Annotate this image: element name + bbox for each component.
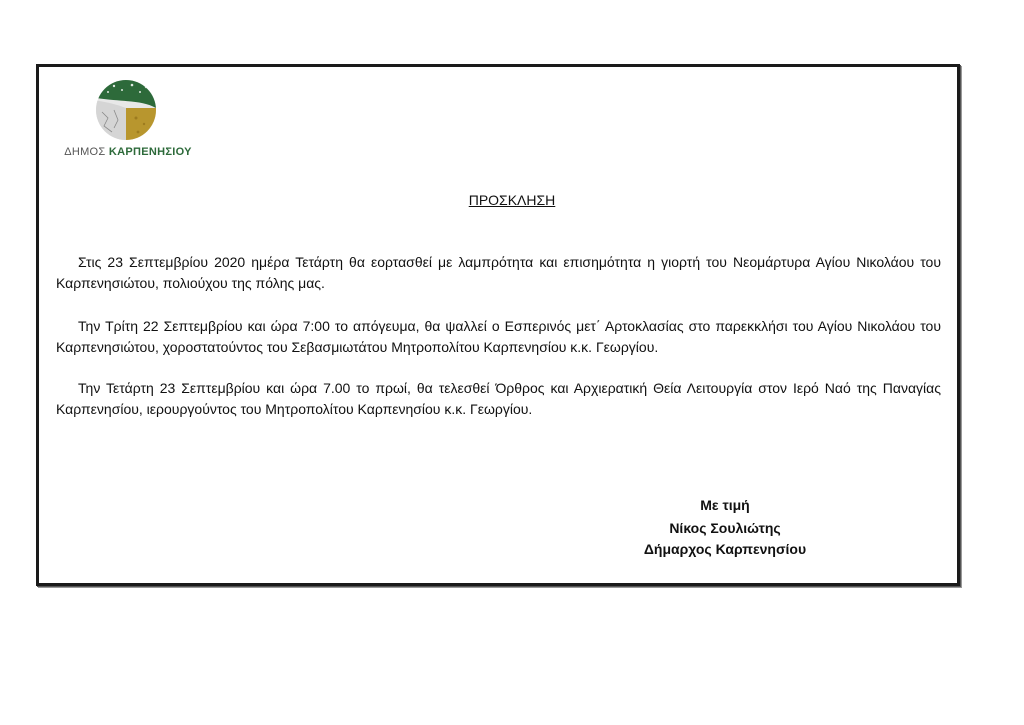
signature-role: Δήμαρχος Καρπενησίου (643, 541, 807, 557)
paragraph-3: Την Τετάρτη 23 Σεπτεμβρίου και ώρα 7.00 το πρωί, θα τελεσθεί Όρθρος και Αρχιερατική Θεία Λειτουργία στον Ιερό Ναό της Παναγίας Καρπενησίου, ιερουργούντος του Μητροπολίτου Καρπενησίου κ.κ. Γεωργίου. (56, 380, 941, 417)
signature-closing: Με τιμή (700, 497, 750, 513)
paragraph-1: Στις 23 Σεπτεμβρίου 2020 ημέρα Τετάρτη θα εορτασθεί με λαμπρότητα και επισημότητα η γιορτή του Νεομάρτυρα Αγίου Νικολάου του Καρπενησιώτου, πολιούχου της πόλης μας. (56, 254, 941, 291)
logo-caption-part1: ΔΗΜΟΣ (64, 146, 106, 158)
signature-name: Νίκος Σουλιώτης (669, 520, 781, 536)
paragraph-2: Την Τρίτη 22 Σεπτεμβρίου και ώρα 7:00 το απόγευμα, θα ψαλλεί ο Εσπερινός μετ΄ Αρτοκλασίας στο παρεκκλήσι του Αγίου Νικολάου του Καρπενησιώτου, χοροστατούντος του Σεβασμιωτάτου Μητροπολίτου Καρπενησίου κ.κ. Γεωργίου. (56, 318, 941, 355)
municipality-logo (58, 74, 198, 174)
logo-caption-part2: ΚΑΡΠΕΝΗΣΙΟΥ (108, 146, 192, 158)
logo-caption (58, 146, 198, 158)
document-title: ΠΡΟΣΚΛΗΣΗ (468, 192, 556, 208)
logo-emblem-icon (94, 78, 158, 142)
